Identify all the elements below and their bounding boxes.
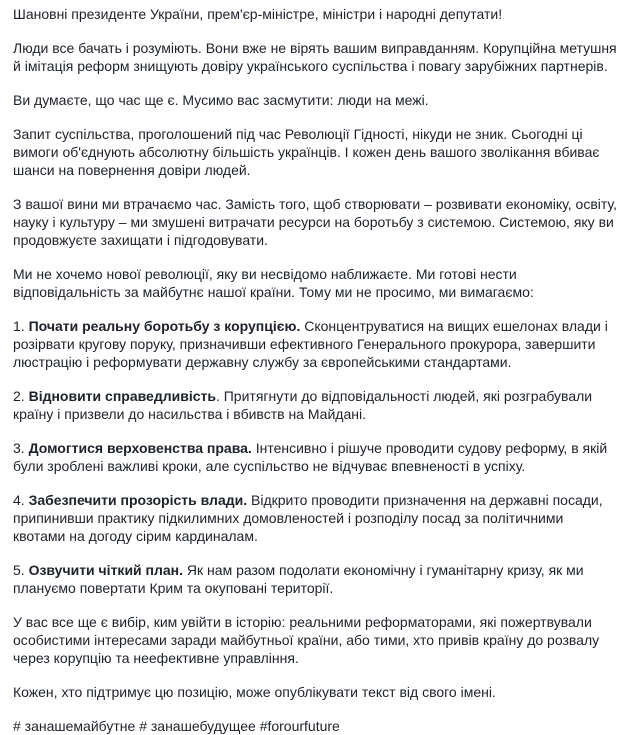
demand-1 bbox=[13, 317, 618, 371]
demand-5 bbox=[13, 561, 618, 597]
demand-lead: Озвучити чіткий план. bbox=[28, 562, 184, 578]
demand-text: Відкрито проводити призначення на державні посади, припинивши практику підкилимних домовленостей і розподілу посад за політичними квотами на догоду сірим кардиналам. bbox=[13, 492, 603, 544]
paragraph-5: Ми не хочемо нової революції, яку ви несвідомо наближаєте. Ми готові нести відповідальність за майбутнє нашої країни. Тому ми не просимо, ми вимагаємо: bbox=[13, 266, 534, 300]
paragraph-4: З вашої вини ми втрачаємо час. Замість того, щоб створювати – розвивати економіку, освіту, науку і культуру – ми змушені витрачати ресурси на боротьбу з системою. Системою, яку ви продовжуєте захищати і підгодовувати. bbox=[13, 196, 617, 248]
demand-2 bbox=[13, 387, 618, 423]
hashtags bbox=[13, 717, 618, 735]
demand-text: Інтенсивно і рішуче проводити судову реформу, в якій були зроблені важливі кроки, але суспільство не відчуває впевненості в успіху. bbox=[13, 440, 608, 474]
paragraph-3: Запит суспільства, проголошений під час Революції Гідності, нікуди не зник. Сьогодні ці вимоги об'єднують абсолютну більшість українців. І кожен день вашого зволікання вбиває шанси на повернення довіри людей. bbox=[13, 126, 600, 178]
demand-text: Сконцентруватися на вищих ешелонах влади і розірвати кругову поруку, призначивши ефективного Генерального прокурора, завершити люстрацію і реформувати державну службу за європейськими стандартами. bbox=[13, 318, 608, 370]
paragraph-2: Ви думаєте, що час ще є. Мусимо вас засмутити: люди на межі. bbox=[13, 92, 429, 108]
demand-number: 3. bbox=[13, 440, 29, 456]
paragraph-1: Люди все бачать і розуміють. Вони вже не вірять вашим виправданням. Корупційна метушня й імітація реформ знищують довіру українського суспільства і повагу зарубіжних партнерів. bbox=[13, 40, 617, 74]
demand-lead: Почати реальну боротьбу з корупцією. bbox=[28, 318, 301, 334]
demand-number: 1. bbox=[13, 318, 29, 334]
closing-paragraph-2: Кожен, хто підтримує цю позицію, може опублікувати текст від свого імені. bbox=[13, 684, 496, 700]
hashtag-link[interactable]: # занашемайбутне bbox=[13, 718, 136, 734]
demand-number: 2. bbox=[13, 388, 29, 404]
demand-lead: Забезпечити прозорість влади. bbox=[28, 492, 248, 508]
closing-paragraph-1: У вас все ще є вибір, ким увійти в історію: реальними реформаторами, які пожертвували особистими інтересами заради майбутньої країни, або тими, хто привів країну до розвалу через корупцію та неефективне управління. bbox=[13, 614, 600, 666]
demand-lead: Домогтися верховенства права. bbox=[28, 440, 252, 456]
demand-lead: Відновити справедливість bbox=[28, 388, 216, 404]
demand-4 bbox=[13, 491, 618, 545]
demand-number: 4. bbox=[13, 492, 29, 508]
demand-3 bbox=[13, 439, 618, 475]
demand-text: . Притягнути до відповідальності людей, які розграбували країну і призвели до насильства і вбивств на Майдані. bbox=[13, 388, 593, 422]
hashtag-link[interactable]: #forourfuture bbox=[259, 718, 340, 734]
demand-number: 5. bbox=[13, 562, 29, 578]
hashtag-link[interactable]: # занашебудущее bbox=[139, 718, 256, 734]
demand-text: Як нам разом подолати економічну і гуманітарну кризу, як ми плануємо повертати Крим та окуповані території. bbox=[13, 562, 584, 596]
greeting: Шановні президенте України, прем'єр-міністре, міністри і народні депутати! bbox=[13, 6, 503, 22]
